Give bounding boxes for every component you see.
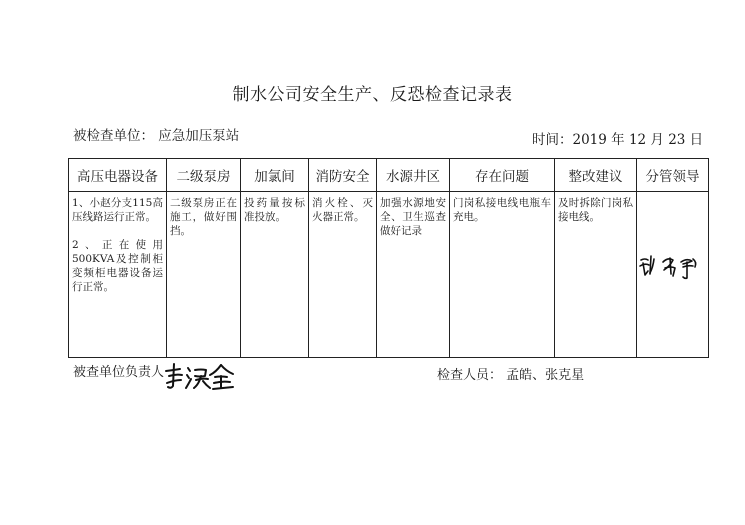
leader-signature-icon	[637, 250, 707, 282]
cell-water-source-well-text: 加强水源地安全、卫生巡查做好记录	[380, 197, 446, 237]
header-high-voltage: 高压电器设备	[69, 159, 167, 192]
inspected-unit-value: 应急加压泵站	[158, 128, 240, 144]
cell-fire-safety-text: 消火栓、灭火器正常。	[312, 197, 373, 223]
responsible-signature-icon	[163, 362, 258, 392]
header-existing-problems: 存在问题	[450, 159, 555, 192]
responsible-label: 被查单位负责人	[73, 365, 165, 380]
inspectors-label: 检查人员：	[437, 368, 503, 383]
header-water-source-well: 水源井区	[377, 159, 450, 192]
inspected-unit-line	[73, 124, 239, 144]
cell-secondary-pump-room	[167, 192, 241, 358]
header-rectification-suggestions: 整改建议	[555, 159, 637, 192]
inspectors-line	[437, 364, 584, 383]
cell-existing-problems	[450, 192, 555, 358]
table-header-row	[69, 159, 709, 192]
date-value: 2019 年 12 月 23 日	[572, 132, 704, 148]
cell-chlorination-room-text: 投药量按标准投放。	[244, 197, 305, 223]
cell-rectification-suggestions	[555, 192, 637, 358]
cell-high-voltage-item-2: 2、正在使用500KVA及控制柜变频柜电器设备运行正常。	[72, 239, 163, 293]
cell-rectification-suggestions-text: 及时拆除门岗私接电线。	[558, 197, 633, 223]
header-secondary-pump-room: 二级泵房	[167, 159, 241, 192]
inspection-date-line	[532, 128, 703, 148]
header-fire-safety: 消防安全	[309, 159, 377, 192]
header-chlorination-room: 加氯间	[241, 159, 309, 192]
table-row	[69, 192, 709, 358]
page-title: 制水公司安全生产、反恐检查记录表	[232, 85, 513, 105]
inspected-unit-label: 被检查单位：	[73, 128, 154, 144]
inspectors-value: 孟皓、张克星	[506, 368, 585, 383]
cell-high-voltage	[69, 192, 167, 358]
cell-secondary-pump-room-text: 二级泵房正在施工，做好围挡。	[170, 197, 237, 237]
responsible-person-line	[73, 361, 164, 380]
date-label: 时间：	[532, 132, 573, 148]
inspection-table	[68, 158, 709, 358]
cell-existing-problems-text: 门岗私接电线电瓶车充电。	[453, 197, 551, 223]
header-supervising-leader: 分管领导	[637, 159, 709, 192]
cell-fire-safety	[309, 192, 377, 358]
cell-chlorination-room	[241, 192, 309, 358]
cell-high-voltage-item-1: 1、小赵分支115高压线路运行正常。	[72, 197, 163, 223]
cell-water-source-well	[377, 192, 450, 358]
